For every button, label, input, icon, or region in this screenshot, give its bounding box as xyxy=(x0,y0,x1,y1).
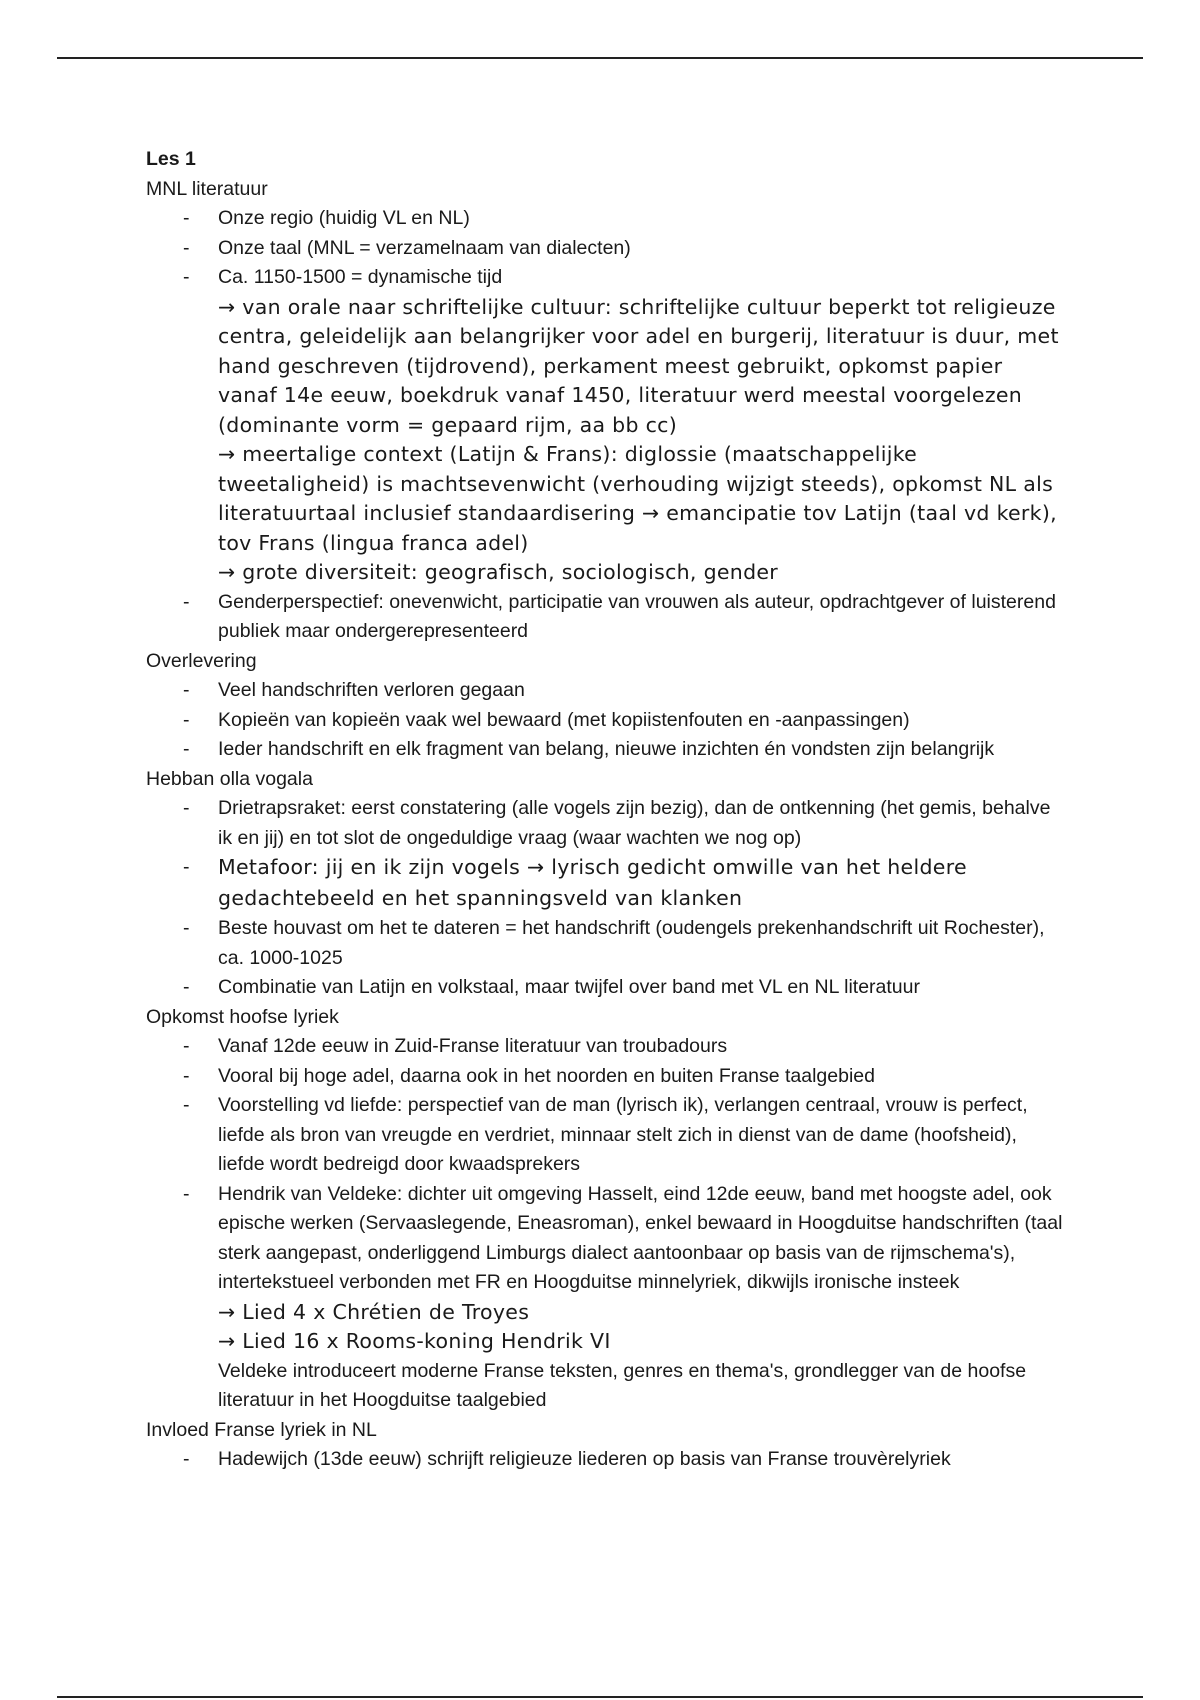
list-item-text: Kopieën van kopieën vaak wel bewaard (met kopiistenfouten en -aanpassingen) xyxy=(218,708,910,731)
header-rule xyxy=(57,57,1143,59)
list-item-text: Vooral bij hoge adel, daarna ook in het noorden en buiten Franse taalgebied xyxy=(218,1064,875,1087)
list-item xyxy=(218,204,1066,234)
overlevering-list xyxy=(146,676,1066,765)
list-item-text: - Ca. 1150-1500 = dynamische tijd xyxy=(218,266,503,288)
sub-point: → Lied 4 x Chrétien de Troyes xyxy=(218,1299,530,1324)
list-item xyxy=(218,234,1066,264)
sub-point: Veldeke introduceert moderne Franse teksten, genres en thema's, grondlegger van de hoofse literatuur in het Hoogduitse taalgebied xyxy=(218,1359,1027,1411)
section-title-overlevering: Overlevering xyxy=(146,649,257,672)
hoofse-list xyxy=(146,1032,1066,1416)
list-item-text: Hadewijch (13de eeuw) schrijft religieuze liederen op basis van Franse trouvèrelyriek xyxy=(218,1448,951,1470)
list-item-text: Drietrapsraket: eerst constatering (alle vogels zijn bezig), dan de ontkenning (het gemis, behalve ik en jij) en tot slot de ongeduldige vraag (waar wachten we nog op) xyxy=(218,797,1051,849)
document-body xyxy=(146,145,1066,1475)
list-item xyxy=(218,1091,1066,1180)
list-item xyxy=(218,853,1066,914)
list-item xyxy=(218,1445,1066,1475)
invloed-list xyxy=(146,1445,1066,1475)
list-item xyxy=(218,1180,1066,1416)
sub-point: → meertalige context (Latijn & Frans): diglossie (maatschappelijke tweetaligheid) is machtsevenwicht (verhouding wijzigt steeds), opkomst NL als literatuurtaal inclusief standaardisering → emancipatie tov Latijn (taal vd kerk), tov Frans (lingua franca adel) xyxy=(218,442,1057,555)
list-item-text: Beste houvast om het te dateren = het handschrift (oudengels prekenhandschrift uit Rochester), ca. 1000-1025 xyxy=(218,917,1045,969)
list-item-text: Onze taal (MNL = verzamelnaam van dialecten) xyxy=(218,236,631,259)
list-item xyxy=(218,735,1066,765)
list-item xyxy=(218,794,1066,853)
list-item xyxy=(218,1032,1066,1062)
list-item xyxy=(218,914,1066,973)
list-item xyxy=(218,263,1066,588)
list-item xyxy=(218,676,1066,706)
list-item-text: - Hendrik van Veldeke: dichter uit omgeving Hasselt, eind 12de eeuw, band met hoogste adel, ook epische werken (Servaaslegende, Eneasroman), enkel bewaard in Hoogduitse handschriften (taal sterk aangepast, onderliggend Limburgs dialect aantoonbaar op basis van de rijmschema's), intertekstueel verbonden met FR en Hoogduitse minnelyriek, dikwijls ironische insteek xyxy=(218,1182,1063,1293)
sub-point: → grote diversiteit: geografisch, sociologisch, gender xyxy=(218,560,779,584)
list-item xyxy=(218,588,1066,647)
footer-rule xyxy=(57,1696,1143,1698)
list-item-text: Genderperspectief: onevenwicht, participatie van vrouwen als auteur, opdrachtgever of luisterend publiek maar ondergerepresenteerd xyxy=(218,590,1056,642)
sub-point: → Lied 16 x Rooms-koning Hendrik VI xyxy=(218,1329,611,1353)
list-item xyxy=(218,973,1066,1003)
list-item-text: Vanaf 12de eeuw in Zuid-Franse literatuur van troubadours xyxy=(218,1035,728,1057)
list-item-text: Ieder handschrift en elk fragment van belang, nieuwe inzichten én vondsten zijn belangrijk xyxy=(218,738,995,760)
list-item-text: Veel handschriften verloren gegaan xyxy=(218,679,525,701)
section-title-hebban: Hebban olla vogala xyxy=(146,767,313,790)
list-item xyxy=(218,1062,1066,1092)
sub-point: → van orale naar schriftelijke cultuur: schriftelijke cultuur beperkt tot religieuze centra, geleidelijk aan belangrijker voor adel en burgerij, literatuur is duur, met hand geschreven (tijdrovend), perkament meest gebruikt, opkomst papier vanaf 14e eeuw, boekdruk vanaf 1450, literatuur werd meestal voorgelezen (dominante vorm = gepaard rijm, aa bb cc) xyxy=(218,294,1059,437)
section-title-mnl: MNL literatuur xyxy=(146,177,268,200)
list-item-text: Onze regio (huidig VL en NL) xyxy=(218,207,470,229)
lesson-title: Les 1 xyxy=(146,148,196,170)
list-item-text: Combinatie van Latijn en volkstaal, maar twijfel over band met VL en NL literatuur xyxy=(218,976,920,998)
list-item-text: Metafoor: jij en ik zijn vogels → lyrisch gedicht omwille van het heldere gedachtebeeld en het spanningsveld van klanken xyxy=(218,855,967,910)
section-title-invloed: Invloed Franse lyriek in NL xyxy=(146,1418,377,1441)
section-title-hoofse: Opkomst hoofse lyriek xyxy=(146,1005,339,1028)
list-item xyxy=(218,706,1066,736)
mnl-list xyxy=(146,204,1066,647)
list-item-text: Voorstelling vd liefde: perspectief van de man (lyrisch ik), verlangen centraal, vrouw is perfect, liefde als bron van vreugde en verdriet, minnaar stelt zich in dienst van de dame (hoofsheid), liefde wordt bedreigd door kwaadsprekers xyxy=(218,1094,1028,1175)
hebban-list xyxy=(146,794,1066,1003)
